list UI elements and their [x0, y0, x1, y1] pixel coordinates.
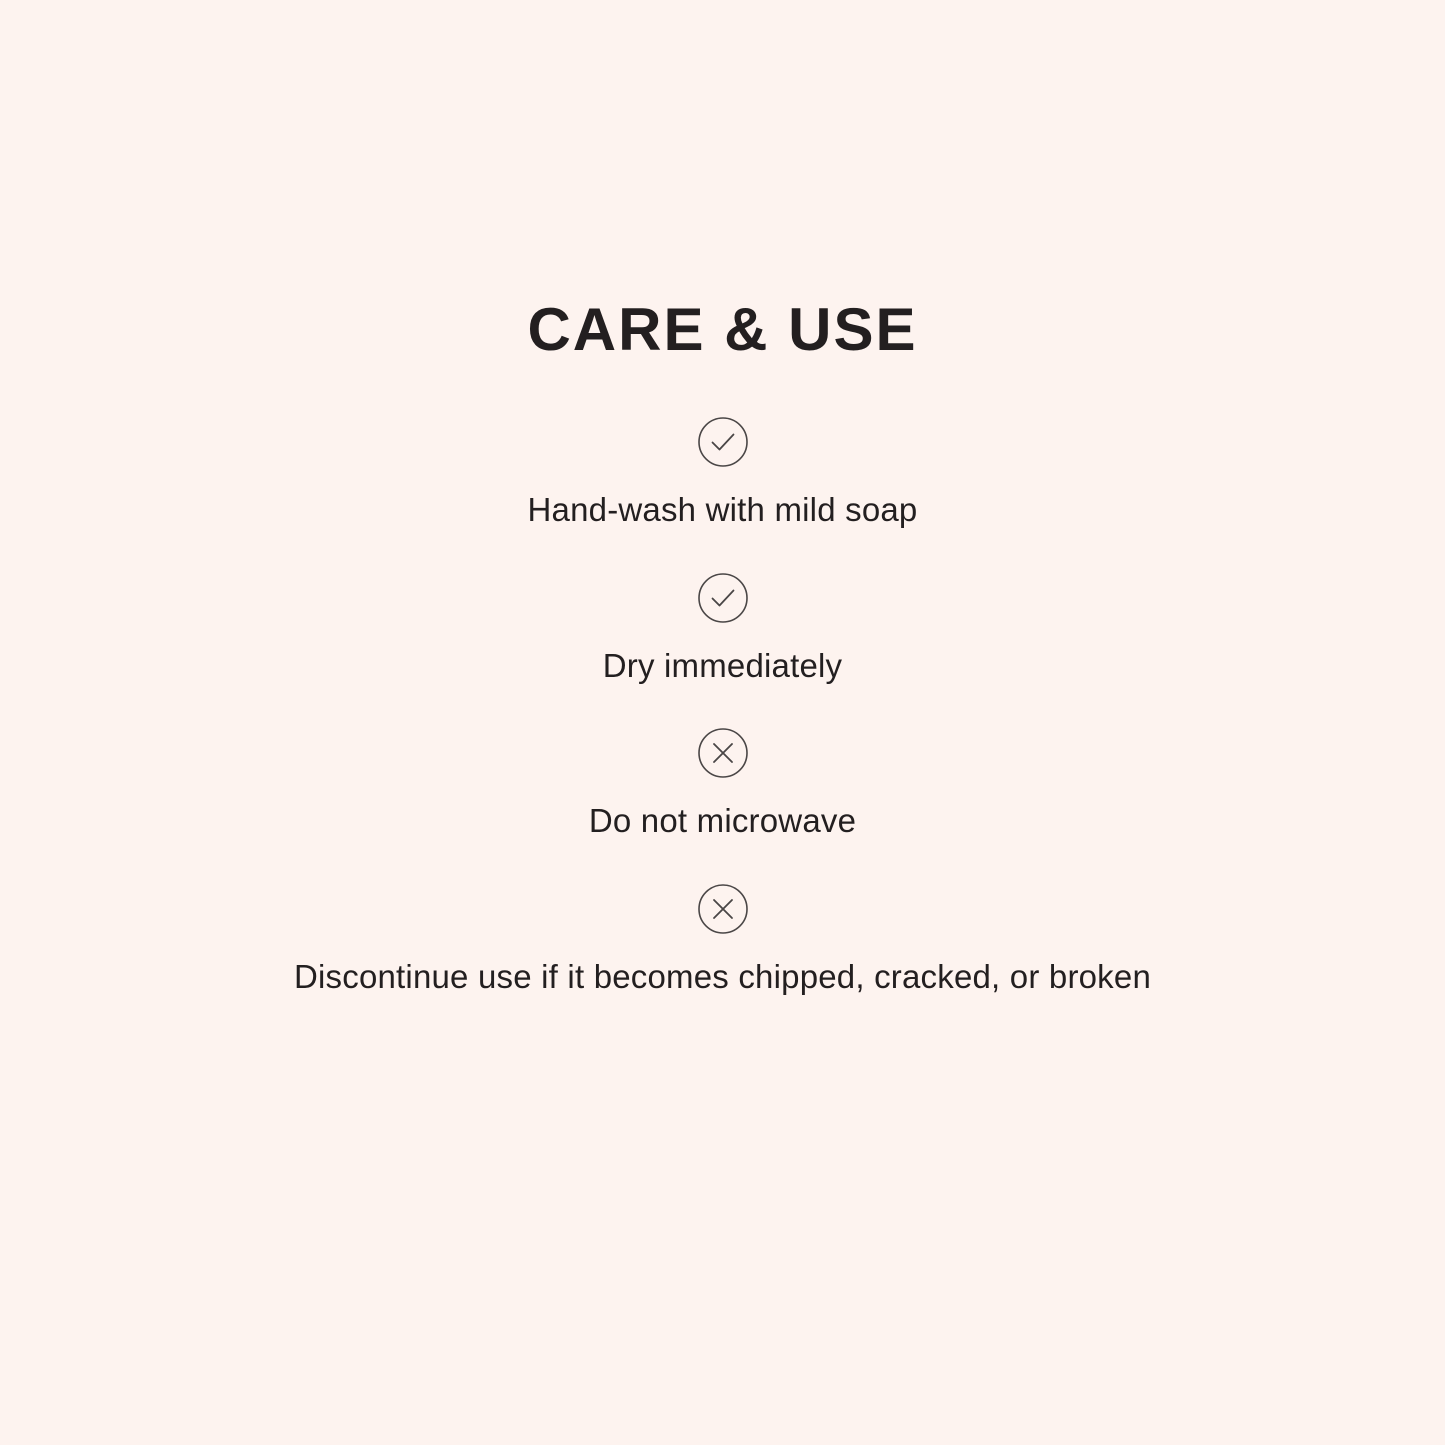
list-item-label: Discontinue use if it becomes chipped, cracked, or broken: [293, 957, 1151, 995]
list-item-label: Hand-wash with mild soap: [527, 491, 918, 528]
list-item: [0, 727, 1445, 841]
list-item-label: Do not microwave: [588, 802, 857, 840]
list-item: [0, 572, 1445, 686]
page-title: CARE & USE: [527, 296, 918, 363]
list-item: [0, 416, 1445, 530]
check-circle-icon: [697, 416, 749, 468]
care-instructions-list: [0, 416, 1445, 1038]
x-circle-icon: [697, 883, 749, 935]
list-item: [0, 883, 1445, 997]
x-circle-icon: [697, 727, 749, 779]
list-item-label: Dry immediately: [602, 646, 843, 684]
check-circle-icon: [697, 572, 749, 624]
